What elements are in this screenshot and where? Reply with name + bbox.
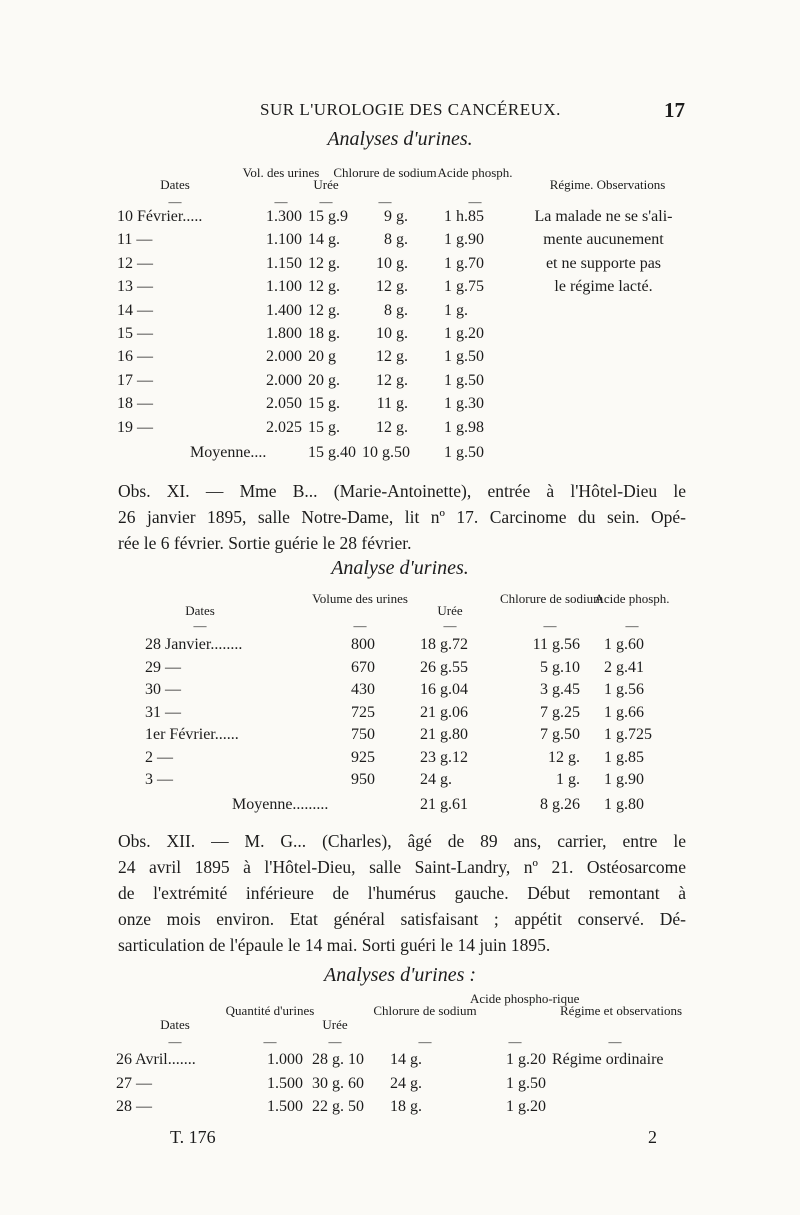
table1-mean-acide: 1 g.50 [444, 444, 484, 461]
table3-cell: 1 g.50 [506, 1074, 546, 1092]
table1-cell: 1.400 [266, 301, 302, 319]
table3-header: Chlorure de sodium [373, 1003, 477, 1018]
table2-header: Chlorure de sodium [500, 591, 604, 606]
table2-cell: 3 g.45 [540, 681, 580, 698]
table3-cell: 26 Avril....... [116, 1051, 196, 1068]
table3-cell: 18 g. [390, 1098, 422, 1115]
table1-header-dash: — [274, 194, 288, 209]
table1-cell: 11 — [117, 231, 153, 249]
table1-cell: 2.000 [266, 371, 302, 389]
table3-header-dash: — [328, 1034, 342, 1049]
footer-sheet-number: 2 [648, 1127, 657, 1147]
table2-cell: 800 [351, 636, 375, 653]
table2-cell: 12 g. [548, 748, 580, 766]
table3-cell: 14 g. [390, 1051, 422, 1068]
table1-header-dash: — [468, 194, 482, 209]
table1-cell: 16 — [117, 348, 153, 366]
table1-header-dash: — [168, 194, 182, 209]
table1-cell: 20 g. [308, 371, 340, 389]
table1-cell: 20 g [308, 348, 336, 366]
table2-cell: 7 g.25 [540, 703, 580, 721]
table1-cell: 12 g. [376, 278, 408, 296]
table3-header-dash: — [418, 1034, 432, 1049]
table3-cell: 22 g. 50 [312, 1098, 364, 1115]
table3-header-dash: — [608, 1034, 622, 1049]
table2-cell: 2 — [145, 748, 173, 766]
table2-title: Analyse d'urines. [331, 557, 469, 579]
table2-header: Volume des urines [312, 591, 408, 606]
table1-cell: 14 g. [308, 231, 340, 249]
table1-cell: 1 g.50 [444, 348, 484, 366]
table3-header-dash: — [168, 1034, 182, 1049]
table1-observation-line: le régime lacté. [554, 278, 653, 296]
obs12-paragraph [118, 828, 686, 958]
table2-mean-chlorure: 8 g.26 [540, 795, 580, 813]
table1-cell: 1 g.70 [444, 254, 484, 272]
table1-cell: 1 g.30 [444, 395, 484, 413]
table3-cell: 1.000 [267, 1051, 303, 1068]
table2-cell: 29 — [145, 658, 181, 676]
table1-cell: 1.100 [266, 231, 302, 249]
table1-cell: 8 g. [384, 231, 408, 249]
table2-cell: 23 g.12 [420, 748, 468, 766]
table1-cell: 15 g.9 [308, 208, 348, 225]
page-number: 17 [664, 98, 685, 122]
table1-cell: 9 g. [384, 208, 408, 225]
obs12-line: de l'extrémité inférieure de l'humérus gauche. Début remontant à [118, 883, 686, 903]
table2-cell: 24 g. [420, 771, 452, 788]
table1-title: Analyses d'urines. [327, 128, 473, 150]
table2-header: Urée [437, 603, 463, 618]
table1-cell: 19 — [117, 418, 153, 436]
table2-cell: 1er Février...... [145, 726, 239, 743]
table1-cell: 15 g. [308, 395, 340, 413]
table2-cell: 1 g.725 [604, 726, 652, 743]
table1-cell: 1 g.50 [444, 371, 484, 389]
table2-cell: 16 g.04 [420, 681, 468, 698]
table3-title: Analyses d'urines : [323, 964, 477, 986]
obs11-line: Obs. XI. — Mme B... (Marie-Antoinette), entrée à l'Hôtel-Dieu le [118, 481, 686, 501]
table1-cell: 10 g. [376, 325, 408, 342]
table3-cell: 1.500 [267, 1074, 303, 1092]
table1-header: Acide phosph. [437, 165, 513, 180]
table1-cell: 12 g. [308, 278, 340, 296]
obs12-line: onze mois environ. Etat général satisfaisant ; appétit conservé. Dé- [118, 909, 686, 929]
table2-mean-acide: 1 g.80 [604, 795, 644, 813]
table3-header: Quantité d'urines [225, 1003, 315, 1018]
table2-header: Acide phosph. [594, 591, 670, 606]
table1-cell: 1.150 [266, 254, 302, 272]
table1-header: Dates [160, 177, 190, 192]
table1-cell: 15 g. [308, 418, 340, 436]
table1-cell: 1 g. [444, 301, 468, 319]
table1-cell: 8 g. [384, 301, 408, 319]
table1-header: Chlorure de sodium [333, 165, 437, 180]
table2-cell: 21 g.06 [420, 703, 468, 721]
table3-cell: 28 g. 10 [312, 1051, 364, 1068]
table3-header: Régime et observations [560, 1003, 683, 1018]
table2-cell: 26 g.55 [420, 658, 468, 676]
table1-header-dash: — [378, 194, 392, 209]
table3-header-dash: — [263, 1034, 277, 1049]
table1-cell: 1 g.98 [444, 418, 484, 436]
table1-cell: 1.800 [266, 325, 302, 342]
table2-cell: 31 — [145, 703, 181, 721]
table1-cell: 13 — [117, 278, 153, 296]
table1-mean-chlorure: 10 g.50 [362, 444, 410, 461]
table1-mean-uree: 15 g.40 [308, 444, 356, 461]
table2-cell: 3 — [145, 771, 173, 788]
table2-cell: 2 g.41 [604, 658, 644, 676]
table1-header: Vol. des urines [242, 165, 320, 180]
table2-cell: 11 g.56 [532, 636, 580, 653]
table1-cell: 12 g. [376, 418, 408, 436]
table1-cell: 11 g. [376, 395, 408, 413]
table1-cell: 14 — [117, 301, 153, 319]
table2-cell: 21 g.80 [420, 726, 468, 743]
table2-cell: 1 g.60 [604, 636, 644, 653]
table3-header-dash: — [508, 1034, 522, 1049]
table2-header-dash: — [543, 618, 557, 633]
table1-cell: 1 g.90 [444, 231, 484, 249]
table2-cell: 950 [351, 771, 375, 788]
obs12-line: Obs. XII. — M. G... (Charles), âgé de 89 ans, carrier, entre le [118, 831, 686, 851]
table1-header-dash: — [319, 194, 333, 209]
table3-cell: 27 — [116, 1074, 152, 1092]
obs12-line: sarticulation de l'épaule le 14 mai. Sorti guéri le 14 juin 1895. [118, 935, 551, 955]
obs11-paragraph [118, 478, 686, 556]
table2-cell: 1 g.90 [604, 771, 644, 788]
table2-cell: 1 g.66 [604, 703, 644, 721]
table2-cell: 18 g.72 [420, 636, 468, 653]
table1-cell: 12 g. [308, 301, 340, 319]
table1-cell: 10 Février..... [117, 208, 203, 225]
table2-cell: 30 — [145, 681, 181, 698]
table1-cell: 17 — [117, 371, 153, 389]
table1-observation-line: La malade ne se s'ali- [534, 208, 673, 225]
table1-cell: 18 — [117, 395, 153, 413]
table1-cell: 1 h.85 [444, 208, 484, 225]
table1-cell: 1.300 [266, 208, 302, 225]
table2-cell: 670 [351, 658, 375, 676]
table2-cell: 430 [351, 681, 375, 698]
table1-mean-label: Moyenne.... [190, 444, 267, 461]
table1-cell: 10 g. [376, 254, 408, 272]
table3-cell: 30 g. 60 [312, 1074, 364, 1092]
table3-header: Urée [322, 1017, 348, 1032]
table1-cell: 12 g. [376, 348, 408, 366]
table2-cell: 1 g.56 [604, 681, 644, 698]
table3-cell: 1.500 [267, 1098, 303, 1115]
table3-header: Acide phospho-rique [470, 991, 580, 1006]
table1-cell: 12 — [117, 254, 153, 272]
obs11-line: 26 janvier 1895, salle Notre-Dame, lit nº 17. Carcinome du sein. Opé- [118, 507, 686, 527]
table1-header: Régime. Observations [549, 177, 666, 192]
table2-cell: 5 g.10 [540, 658, 580, 676]
table2-cell: 1 g. [556, 771, 580, 788]
table3-header: Dates [160, 1017, 190, 1032]
table1-cell: 18 g. [308, 325, 340, 342]
table2-header-dash: — [193, 618, 207, 633]
footer-signature: T. 176 [170, 1127, 216, 1147]
table1-cell: 12 g. [308, 254, 340, 272]
running-title: SUR L'UROLOGIE DES CANCÉREUX. [260, 100, 561, 119]
table3-cell: 1 g.20 [506, 1098, 546, 1115]
table1-cell: 1.100 [266, 278, 302, 296]
table1-cell: 12 g. [376, 371, 408, 389]
table1-cell: 2.025 [266, 418, 302, 436]
table2-header-dash: — [443, 618, 457, 633]
table1-cell: 2.050 [266, 395, 302, 413]
table2-cell: 725 [351, 703, 375, 721]
table1-header: Urée [313, 177, 339, 192]
table2-cell: 28 Janvier........ [145, 636, 243, 653]
table2-header-dash: — [353, 618, 367, 633]
table1-cell: 2.000 [266, 348, 302, 366]
table3-cell: Régime ordinaire [552, 1051, 664, 1068]
table2-mean-uree: 21 g.61 [420, 795, 468, 813]
table1-cell: 15 — [117, 325, 153, 342]
table1-observation-line: et ne supporte pas [545, 254, 662, 272]
table2-cell: 7 g.50 [540, 726, 580, 743]
table2-cell: 750 [351, 726, 375, 743]
table2-mean-label: Moyenne......... [232, 795, 329, 813]
table3-cell: 1 g.20 [506, 1051, 546, 1068]
obs12-line: 24 avril 1895 à l'Hôtel-Dieu, salle Saint-Landry, nº 21. Ostéosarcome [118, 857, 686, 877]
table2-cell: 925 [351, 748, 375, 766]
table2-header: Dates [185, 603, 215, 618]
table2-header-dash: — [625, 618, 639, 633]
table1-cell: 1 g.75 [444, 278, 484, 296]
table3-cell: 28 — [116, 1098, 152, 1115]
table1-observation-line: mente aucunement [543, 231, 664, 249]
obs11-line: rée le 6 février. Sortie guérie le 28 février. [118, 533, 412, 553]
table2-cell: 1 g.85 [604, 748, 644, 766]
table1-cell: 1 g.20 [444, 325, 484, 342]
table3-cell: 24 g. [390, 1074, 422, 1092]
